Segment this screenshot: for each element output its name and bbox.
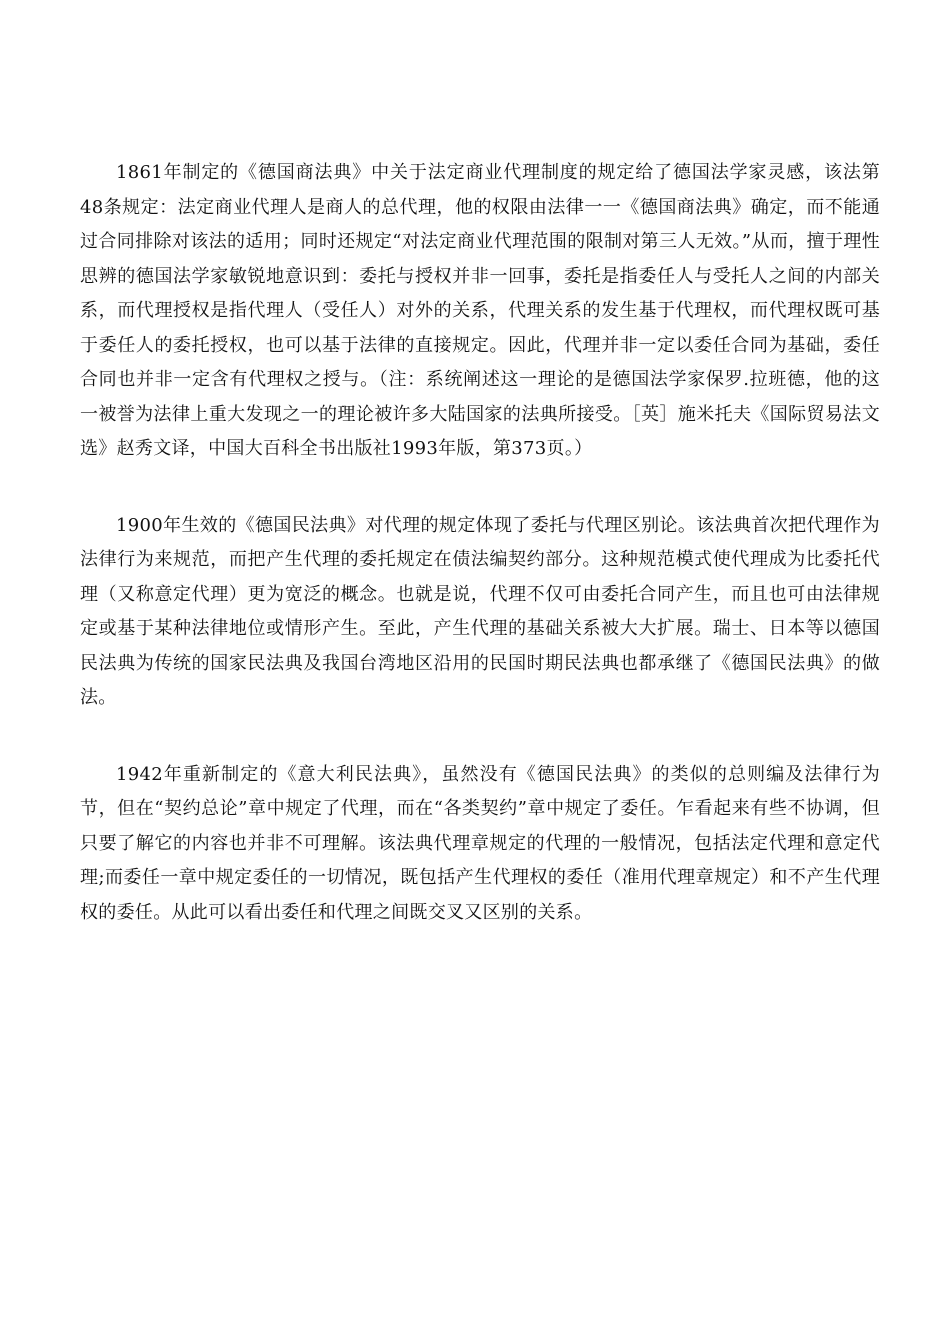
paragraph-german-commercial-code: 1861年制定的《德国商法典》中关于法定商业代理制度的规定给了德国法学家灵感，该法第48条规定：法定商业代理人是商人的总代理，他的权限由法律一一《德国商法典》确定，而不能通过合同排除对该法的适用；同时还规定“对法定商业代理范围的限制对第三人无效。”从而，擅于理性思辨的德国法学家敏锐地意识到：委托与授权并非一回事，委托是指委任人与受托人之间的内部关系，而代理授权是指代理人（受任人）对外的关系，代理关系的发生基于代理权，而代理权既可基于委任人的委托授权，也可以基于法律的直接规定。因此，代理并非一定以委任合同为基础，委任合同也并非一定含有代理权之授与。（注：系统阐述这一理论的是德国法学家保罗.拉班德，他的这一被誉为法律上重大发现之一的理论被许多大陆国家的法典所接受。［英］施米托夫《国际贸易法文选》赵秀文译，中国大百科全书出版社1993年版，第373页。） — [80, 162, 880, 459]
paragraph-italian-civil-code: 1942年重新制定的《意大利民法典》，虽然没有《德国民法典》的类似的总则编及法律行为节，但在“契约总论”章中规定了代理，而在“各类契约”章中规定了委任。乍看起来有些不协调，但只要了解它的内容也并非不可理解。该法典代理章规定的代理的一般情况，包括法定代理和意定代理;而委任一章中规定委任的一切情况，既包括产生代理权的委任（准用代理章规定）和不产生代理权的委任。从此可以看出委任和代理之间既交叉又区别的关系。 — [80, 763, 880, 923]
document-page — [80, 156, 880, 972]
paragraph-german-civil-code: 1900年生效的《德国民法典》对代理的规定体现了委托与代理区别论。该法典首次把代理作为法律行为来规范，而把产生代理的委托规定在债法编契约部分。这种规范模式使代理成为比委托代理（又称意定代理）更为宽泛的概念。也就是说，代理不仅可由委托合同产生，而且也可由法律规定或基于某种法律地位或情形产生。至此，产生代理的基础关系被大大扩展。瑞士、日本等以德国民法典为传统的国家民法典及我国台湾地区沿用的民国时期民法典也都承继了《德国民法典》的做法。 — [80, 514, 880, 708]
